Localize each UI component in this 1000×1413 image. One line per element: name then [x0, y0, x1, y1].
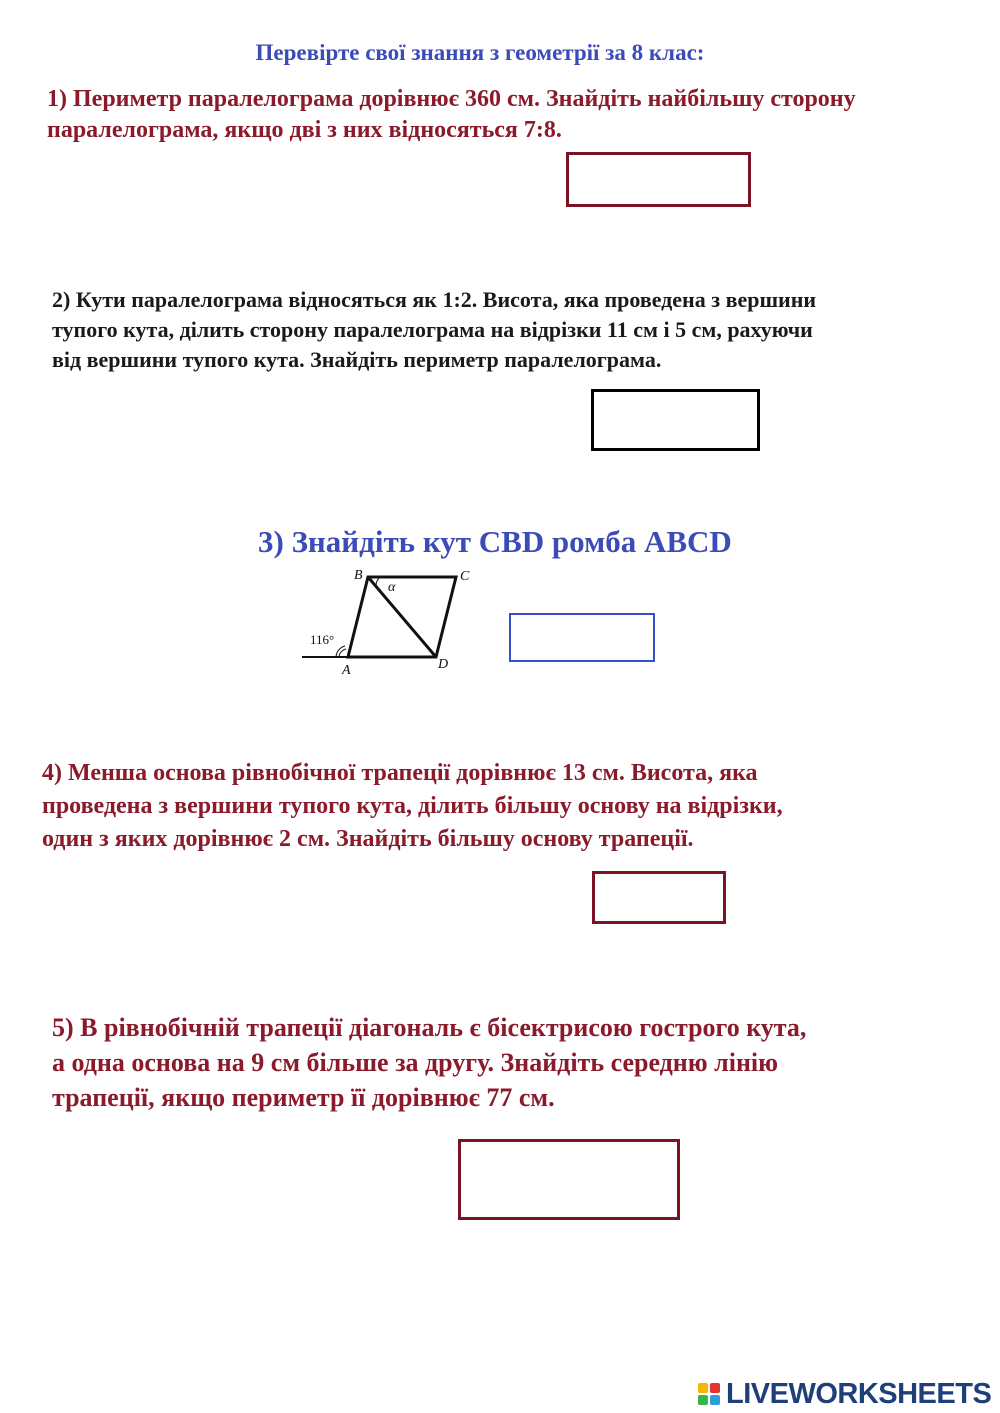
task-2-line-3: від вершини тупого кута. Знайдіть периметр паралелограма.: [52, 347, 662, 372]
logo-square-3: [698, 1395, 708, 1405]
task-5-text: [52, 1010, 806, 1115]
task-3-line-1: 3) Знайдіть кут CBD ромба ABCD: [258, 524, 732, 559]
angle-116-label: 116°: [310, 632, 335, 647]
liveworksheets-logo-icon: [698, 1383, 720, 1405]
vertex-a-label: A: [342, 663, 351, 678]
diagonal-bd: [368, 577, 436, 657]
task-1-line-2: паралелограма, якщо дві з них відносяться 7:8.: [47, 117, 562, 143]
task-1-answer-input[interactable]: [566, 152, 751, 207]
vertex-b-label: B: [354, 568, 363, 583]
vertex-d-label: D: [438, 657, 449, 672]
task-4-answer-input[interactable]: [592, 871, 726, 924]
task-4-line-3: один з яких дорівнює 2 см. Знайдіть більшу основу трапеції.: [42, 826, 694, 852]
task-2-text: [52, 285, 816, 375]
exterior-angle-arc-outer: [336, 646, 345, 657]
task-4-line-2: проведена з вершини тупого кута, ділить більшу основу на відрізки,: [42, 793, 783, 819]
task-5-line-1: 5) В рівнобічній трапеції діагональ є бісектрисою гострого кута,: [52, 1013, 807, 1042]
vertex-c-label: C: [460, 569, 470, 584]
exterior-angle-arc-inner: [339, 649, 346, 657]
task-3-text: [258, 524, 732, 560]
task-2-answer-input[interactable]: [591, 389, 760, 451]
logo-square-4: [710, 1395, 720, 1405]
task-1-line-1: 1) Периметр паралелограма дорівнює 360 см. Знайдіть найбільшу сторону: [47, 86, 856, 112]
task-2-line-1: 2) Кути паралелограма відносяться як 1:2. Висота, яка проведена з вершини: [52, 287, 817, 312]
logo-square-2: [710, 1383, 720, 1393]
task-2-line-2: тупого кута, ділить сторону паралелограма на відрізки 11 см і 5 см, рахуючи: [52, 317, 813, 342]
task-1-text: [47, 84, 856, 146]
alpha-label: α: [388, 580, 396, 595]
logo-square-1: [698, 1383, 708, 1393]
task-3-answer-input[interactable]: [509, 613, 655, 662]
liveworksheets-brand: [698, 1378, 991, 1410]
rhombus-figure: [296, 562, 486, 682]
task-5-answer-input[interactable]: [458, 1139, 680, 1220]
liveworksheets-wordmark: LIVEWORKSHEETS: [726, 1377, 992, 1410]
task-4-text: [42, 757, 783, 856]
worksheet-title: Перевірте свої знання з геометрії за 8 клас:: [255, 40, 705, 65]
task-5-line-2: а одна основа на 9 см більше за другу. Знайдіть середню лінію: [52, 1048, 779, 1077]
task-5-line-3: трапеції, якщо периметр її дорівнює 77 см.: [52, 1083, 555, 1112]
task-4-line-1: 4) Менша основа рівнобічної трапеції дорівнює 13 см. Висота, яка: [42, 760, 758, 786]
